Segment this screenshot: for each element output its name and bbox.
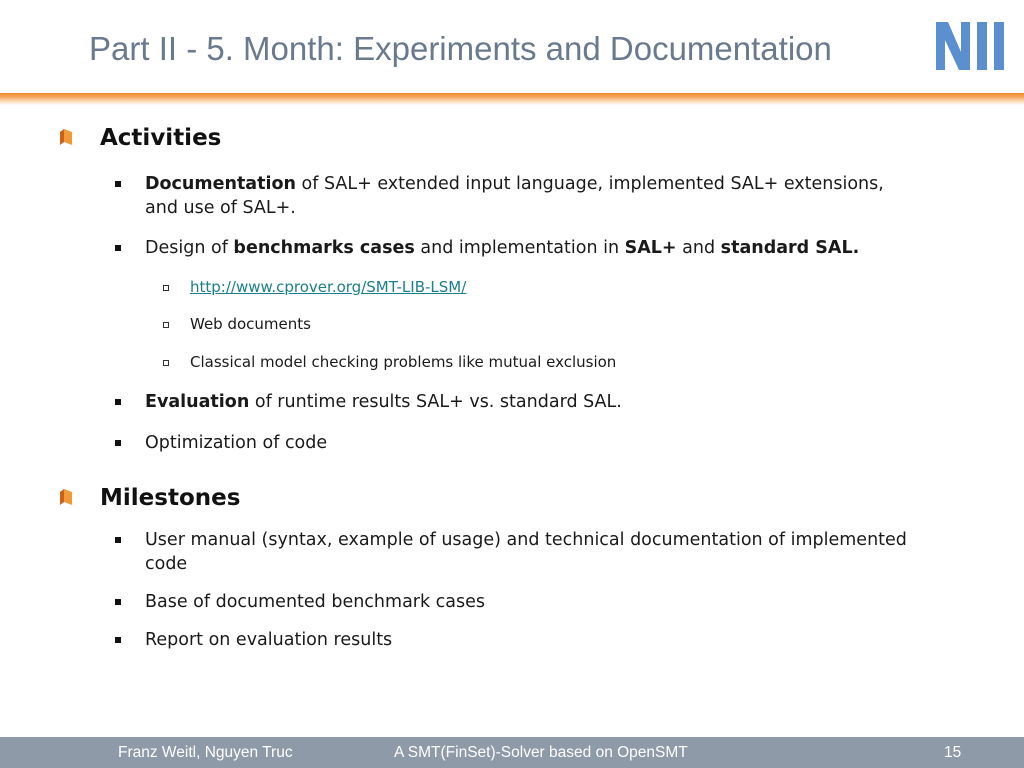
milestones-heading: Milestones bbox=[100, 485, 241, 511]
orange-bullet-icon bbox=[60, 129, 72, 145]
footer-authors: Franz Weitl, Nguyen Truc bbox=[118, 744, 293, 761]
page-number: 15 bbox=[944, 744, 962, 761]
list-item: Classical model checking problems like mutual exclusion bbox=[190, 353, 617, 371]
slide-footer bbox=[0, 737, 1024, 768]
activities-heading: Activities bbox=[100, 125, 222, 151]
slide-title: Part II - 5. Month: Experiments and Documentation bbox=[89, 30, 832, 67]
square-bullet-icon bbox=[115, 399, 121, 405]
orange-bullet-icon bbox=[60, 489, 72, 505]
square-bullet-icon bbox=[115, 537, 121, 543]
square-bullet-icon bbox=[115, 599, 121, 605]
square-bullet-icon bbox=[115, 440, 121, 446]
list-item: Design of benchmarks cases and implementation in SAL+ and standard SAL. bbox=[145, 238, 860, 258]
benchmark-link-item bbox=[190, 277, 466, 297]
list-item: Evaluation of runtime results SAL+ vs. standard SAL. bbox=[145, 392, 622, 412]
hollow-square-bullet-icon bbox=[163, 360, 169, 366]
square-bullet-icon bbox=[115, 637, 121, 643]
nii-logo bbox=[933, 18, 1009, 74]
list-item: Optimization of code bbox=[145, 433, 328, 453]
title-divider bbox=[0, 93, 1024, 105]
list-item: Report on evaluation results bbox=[145, 630, 393, 650]
list-item: Base of documented benchmark cases bbox=[145, 592, 486, 612]
hollow-square-bullet-icon bbox=[163, 285, 169, 291]
square-bullet-icon bbox=[115, 245, 121, 251]
square-bullet-icon bbox=[115, 181, 121, 187]
benchmark-link[interactable]: http://www.cprover.org/SMT-LIB-LSM/ bbox=[190, 278, 467, 296]
list-item: User manual (syntax, example of usage) and technical documentation of implemented code bbox=[145, 530, 907, 574]
list-item: Web documents bbox=[190, 315, 311, 333]
list-item: Documentation of SAL+ extended input language, implemented SAL+ extensions, and use of SAL+. bbox=[145, 174, 884, 218]
hollow-square-bullet-icon bbox=[163, 322, 169, 328]
footer-talk-title: A SMT(FinSet)-Solver based on OpenSMT bbox=[394, 744, 688, 761]
